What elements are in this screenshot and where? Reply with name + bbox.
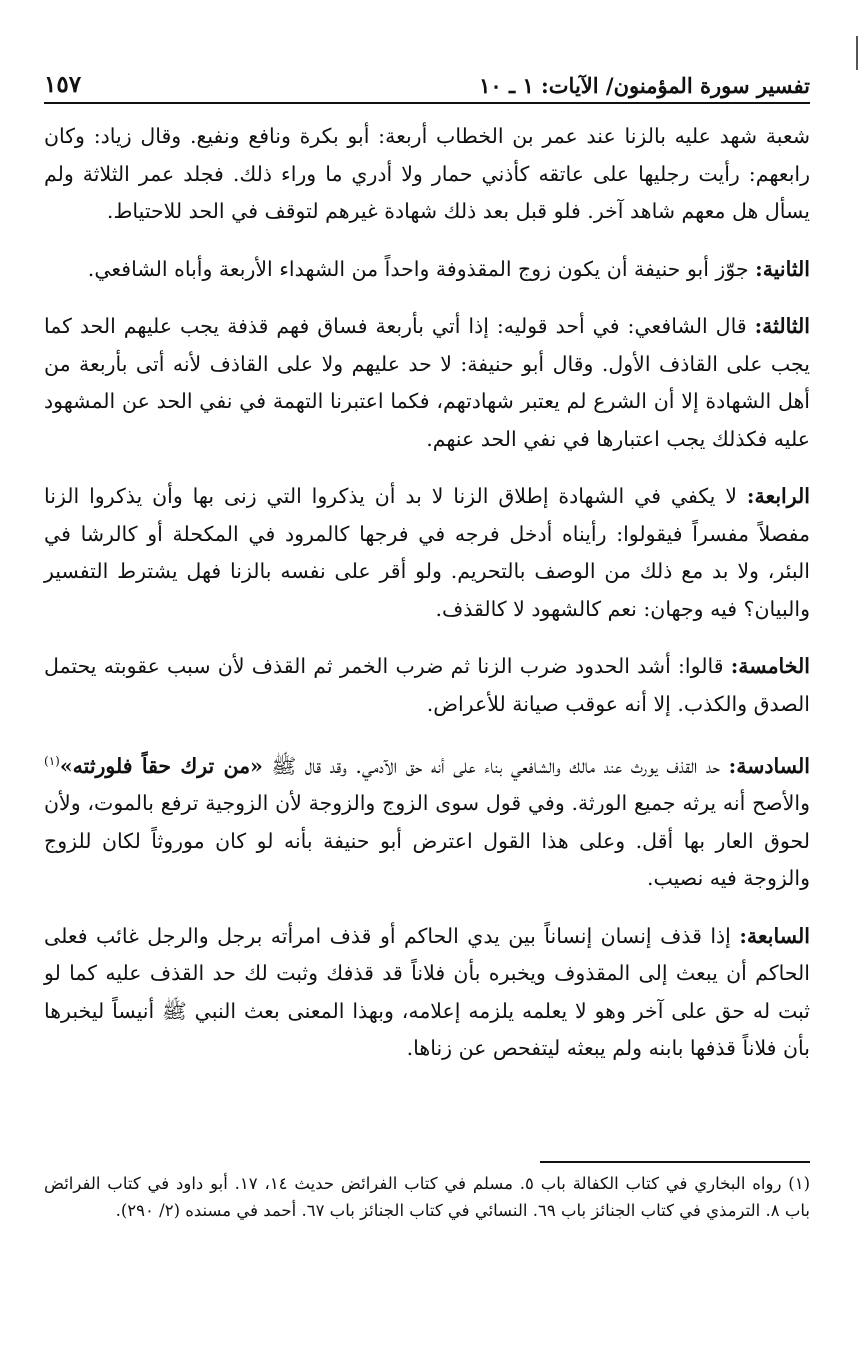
page-number: ١٥٧ [44,71,82,98]
paragraph-lead: الخامسة: [730,654,810,678]
paragraph-seventh [44,918,810,1068]
paragraph-lead: السابعة: [739,923,810,948]
paragraph-lead: السادسة: [728,753,810,778]
paragraph-text: شعبة شهد عليه بالزنا عند عمر بن الخطاب أربعة: أبو بكرة ونافع ونفيع. وقال زياد: وكان رابعهم: رأيت رجليها على عاتقه كأذني حمار ولا أدري ما وراء ذلك. فجلد عمر الثلاثة ولم يسأل هل معهم شاهد آخر. فلو قبل بعد ذلك شهادة غيرهم لتوقف في الحد للاحتياط. [44,124,810,223]
footnote-ref[interactable]: (١) [44,754,60,768]
footnotes [44,1170,810,1224]
paragraph-text: إذا قذف إنسان إنساناً بين يدي الحاكم أو قذف امرأته برجل والرجل غائب فعلى الحاكم أن يبعث إلى المقذوف ويخبره بأن فلاناً قد قذفك وثبت لك حد القذف عليه كما لو ثبت له حق على آخر وهو لا يعلمه يلزمه إعلامه، وبهذا المعنى بعث النبي ﷺ أنيساً ليخبرها بأن فلاناً قذفها بابنه ولم يبعثه ليتفحص عن زناها. [44,923,810,1061]
page-header [44,62,810,104]
paragraph-sixth [44,743,810,898]
body-text [44,118,810,1088]
paragraph-third [44,308,810,458]
paragraph-text: حد القذف يورث عند مالك والشافعي بناء على أنه حق الآدمي. وقد قال ﷺ [262,753,721,778]
hadith-quote: «من ترك حقاً فلورثته» [59,753,263,778]
margin-mark [856,36,858,70]
paragraph-text: جوّز أبو حنيفة أن يكون زوج المقذوفة واحداً من الشهداء الأربعة وأباه الشافعي. [87,256,749,281]
paragraph-text: قال الشافعي: في أحد قوليه: إذا أتي بأربعة فساق فهم قذفة يجب عليهم الحد كما يجب على القاذف الأول. وقال أبو حنيفة: لا حد عليهم ولا على القاذف لأنه أتى بأربعة من أهل الشهادة إلا أن الشرع لم يعتبر شهادتهم، فكما اعتبرنا التهمة في نفي الحد عن المشهود عليه فكذلك يجب اعتبارها في نفي الحد عنهم. [44,314,810,451]
paragraph-lead: الرابعة: [746,484,810,508]
footnote-divider [540,1161,810,1163]
paragraph-text: قالوا: أشد الحدود ضرب الزنا ثم ضرب الخمر ثم القذف لأن سبب عقوبته يحتمل الصدق والكذب. إلا أنه عوقب صيانة للأعراض. [44,654,810,716]
paragraph-text: لا يكفي في الشهادة إطلاق الزنا لا بد أن يذكروا التي زنى بها وأن يذكروا الزنا مفصلاً مفسراً فيقولوا: رأيناه أدخل فرجه في فرجها كالمرود في المكحلة أو كالرشا في البئر، ولا بد مع ذلك من الوصف بالتحريم. ولو أقر على نفسه بالزنا فهل يشترط التفسير والبيان؟ فيه وجهان: نعم كالشهود لا كالقذف. [44,484,810,621]
running-head: تفسير سورة المؤمنون/ الآيات: ١ ـ ١٠ [479,73,810,98]
paragraph-lead: الثانية: [755,256,810,281]
paragraph-second [44,251,810,289]
paragraph-fifth [44,648,810,723]
paragraph-text: والأصح أنه يرثه جميع الورثة. وفي قول سوى الزوج والزوجة لأن الزوجية ترفع بالموت، ولأن لحوق العار بها أقل. وعلى هذا القول اعترض أبو حنيفة بأنه لو كان موروثاً لكان للزوج والزوجة فيه نصيب. [44,791,810,891]
paragraph-lead: الثالثة: [754,314,810,338]
paragraph-intro [44,118,810,231]
paragraph-fourth [44,478,810,628]
footnote: (١) رواه البخاري في كتاب الكفالة باب ٥. مسلم في كتاب الفرائض حديث ١٤، ١٧. أبو داود في كتاب الفرائض باب ٨. الترمذي في كتاب الجنائز باب ٦٩. النسائي في كتاب الجنائز باب ٦٧. أحمد في مسنده (٢/ ٢٩٠). [44,1174,810,1220]
